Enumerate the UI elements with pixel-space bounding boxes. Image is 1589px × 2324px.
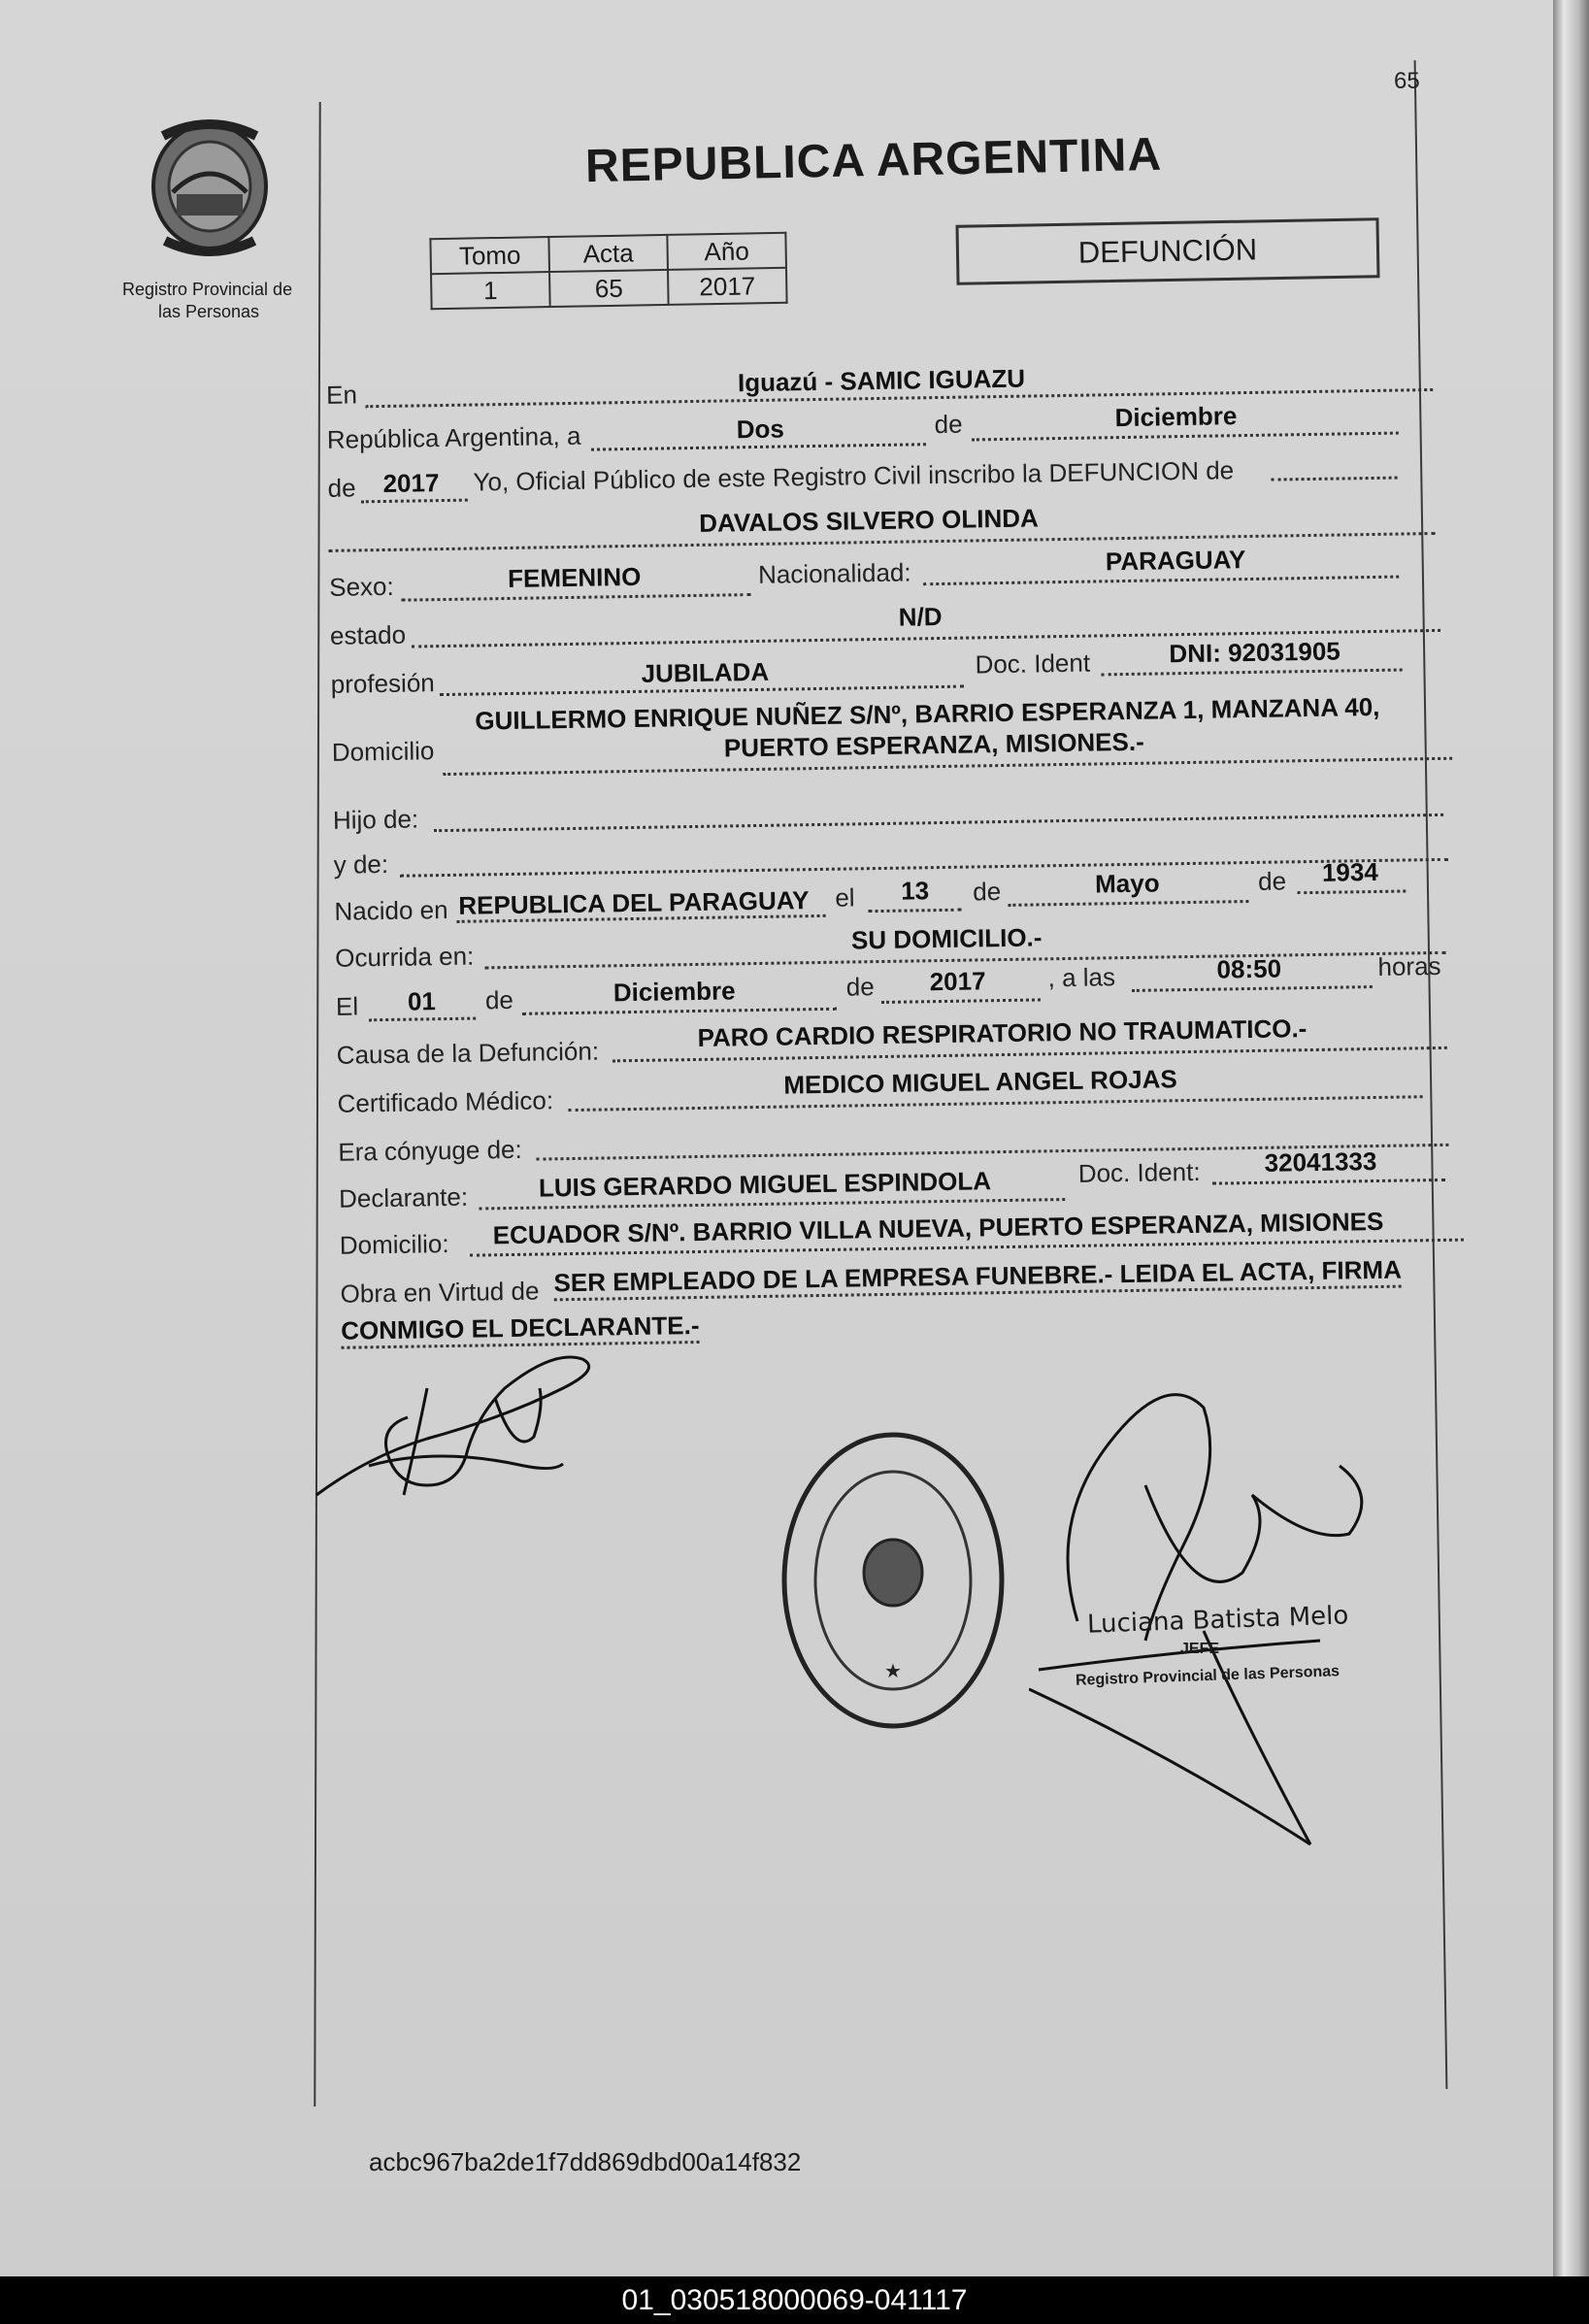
doc-ident-value: DNI: 92031905 <box>1169 636 1341 669</box>
declarante-value: LUIS GERARDO MIGUEL ESPINDOLA <box>538 1166 992 1203</box>
obra-value-line1: SER EMPLEADO DE LA EMPRESA FUNEBRE.- LEIDA EL ACTA, FIRMA <box>553 1255 1402 1302</box>
death-day-line <box>369 1017 476 1022</box>
scan-id-bar: 01_030518000069-041117 <box>0 2276 1589 2324</box>
de-label-1: de <box>934 409 963 440</box>
domicilio2-value: ECUADOR S/Nº. BARRIO VILLA NUEVA, PUERTO ESPERANZA, MISIONES <box>492 1206 1384 1250</box>
official-stamp <box>777 1427 1010 1734</box>
certificado-line <box>569 1095 1423 1112</box>
page-number: 65 <box>1394 68 1420 94</box>
republica-label: República Argentina, a <box>326 420 581 454</box>
table-header-tomo: Tomo <box>430 237 549 274</box>
death-time: 08:50 <box>1216 953 1282 984</box>
year-line <box>361 499 468 504</box>
officer-signature <box>1029 1349 1417 1854</box>
nacionalidad-value: PARAGUAY <box>1105 545 1246 577</box>
nacido-value: REPUBLICA DEL PARAGUAY <box>458 885 810 920</box>
month-value: Diciembre <box>1114 401 1238 433</box>
nacionalidad-label: Nacionalidad: <box>757 557 911 589</box>
death-year: 2017 <box>929 966 986 997</box>
death-de-1: de <box>484 984 514 1015</box>
estado-label: estado <box>329 619 407 650</box>
document-title: REPUBLICA ARGENTINA <box>584 128 1163 193</box>
domicilio-value-line1: GUILLERMO ENRIQUE NUÑEZ S/Nº, BARRIO ESPERANZA 1, MANZANA 40, <box>475 691 1380 736</box>
yo-text: Yo, Oficial Público de este Registro Civil inscribo la DEFUNCION de <box>473 455 1235 497</box>
birth-month: Mayo <box>1094 868 1160 899</box>
domicilio2-label: Domicilio: <box>339 1229 449 1260</box>
emblem-caption-1: Registro Provincial de <box>122 280 293 299</box>
document-hash: acbc967ba2de1f7dd869dbd00a14f832 <box>369 2147 802 2176</box>
causa-label: Causa de la Defunción: <box>336 1036 600 1070</box>
sexo-label: Sexo: <box>328 571 394 602</box>
death-day: 01 <box>407 986 437 1016</box>
birth-day-line <box>869 909 962 913</box>
declarante-doc-line <box>1212 1179 1445 1185</box>
death-time-line <box>1132 985 1373 992</box>
ocurrida-value: SU DOMICILIO.- <box>850 922 1043 955</box>
stamp-icon <box>777 1427 1010 1734</box>
sexo-value: FEMENINO <box>507 561 642 593</box>
emblem-caption-2: las Personas <box>158 302 260 321</box>
nacido-label: Nacido en <box>334 895 448 926</box>
death-month-line <box>522 1008 837 1015</box>
certificado-value: MEDICO MIGUEL ANGEL ROJAS <box>783 1064 1177 1100</box>
obra-label: Obra en Virtud de <box>340 1276 540 1309</box>
causa-value: PARO CARDIO RESPIRATORIO NO TRAUMATICO.- <box>697 1013 1308 1052</box>
table-value-tomo: 1 <box>431 272 550 309</box>
birth-year-line <box>1297 889 1406 894</box>
el2-label: El <box>335 991 359 1021</box>
table-header-acta: Acta <box>548 235 668 272</box>
record-type-box: DEFUNCIÓN <box>955 217 1379 285</box>
day-value: Dos <box>736 414 785 445</box>
table-value-acta: 65 <box>549 270 669 307</box>
declarante-doc-value: 32041333 <box>1264 1146 1377 1178</box>
officer-office: Registro Provincial de las Personas <box>1075 1663 1341 1689</box>
de-label-2: de <box>327 473 356 503</box>
officer-name: Luciana Batista Melo <box>1086 1601 1349 1640</box>
page-edge <box>1553 0 1589 2276</box>
officer-role: JEFE <box>1180 1641 1220 1657</box>
declarante-label: Declarante: <box>338 1181 469 1213</box>
domicilio-label: Domicilio <box>331 736 435 767</box>
hijo-line <box>434 813 1443 832</box>
table-header-ano: Año <box>667 233 786 270</box>
svg-text:★: ★ <box>884 1661 902 1682</box>
death-de-2: de <box>845 972 875 1002</box>
declarant-signature <box>311 1349 602 1514</box>
en-label: En <box>325 380 358 410</box>
birth-de-2: de <box>1257 866 1287 896</box>
y-de-line <box>400 858 1448 878</box>
death-year-line <box>881 998 1041 1004</box>
birth-year: 1934 <box>1321 856 1379 887</box>
alas-label: , a las <box>1047 962 1116 993</box>
sexo-line <box>401 593 750 602</box>
conyuge-label: Era cónyuge de: <box>338 1134 522 1167</box>
profesion-value: JUBILADA <box>641 656 770 688</box>
nacionalidad-line <box>923 576 1399 586</box>
obra-value-line2: CONMIGO EL DECLARANTE.- <box>341 1311 700 1349</box>
doc-ident-label: Doc. Ident <box>975 647 1091 680</box>
deceased-name: DAVALOS SILVERO OLINDA <box>698 503 1040 538</box>
birth-month-line <box>1008 900 1248 907</box>
certificado-label: Certificado Médico: <box>337 1085 554 1118</box>
doc-ident-line <box>1102 669 1403 677</box>
birth-day: 13 <box>900 876 930 906</box>
estado-value: N/D <box>898 601 943 632</box>
declarante-doc-label: Doc. Ident: <box>1077 1156 1201 1188</box>
en-value: Iguazú - SAMIC IGUAZU <box>737 363 1026 398</box>
profesion-label: profesión <box>330 668 435 699</box>
month-line <box>972 432 1399 442</box>
birth-de-1: de <box>972 877 1002 907</box>
yo-trailing-line <box>1272 477 1398 481</box>
domicilio-value-line2: PUERTO ESPERANZA, MISIONES.- <box>723 726 1144 763</box>
table-value-ano: 2017 <box>668 268 787 305</box>
y-de-label: y de: <box>333 848 389 880</box>
year-value: 2017 <box>382 468 440 498</box>
horas-label: horas <box>1377 950 1441 981</box>
ocurrida-label: Ocurrida en: <box>334 941 475 973</box>
el-label: el <box>835 882 855 913</box>
death-month: Diciembre <box>612 976 736 1008</box>
hijo-label: Hijo de: <box>332 804 419 835</box>
